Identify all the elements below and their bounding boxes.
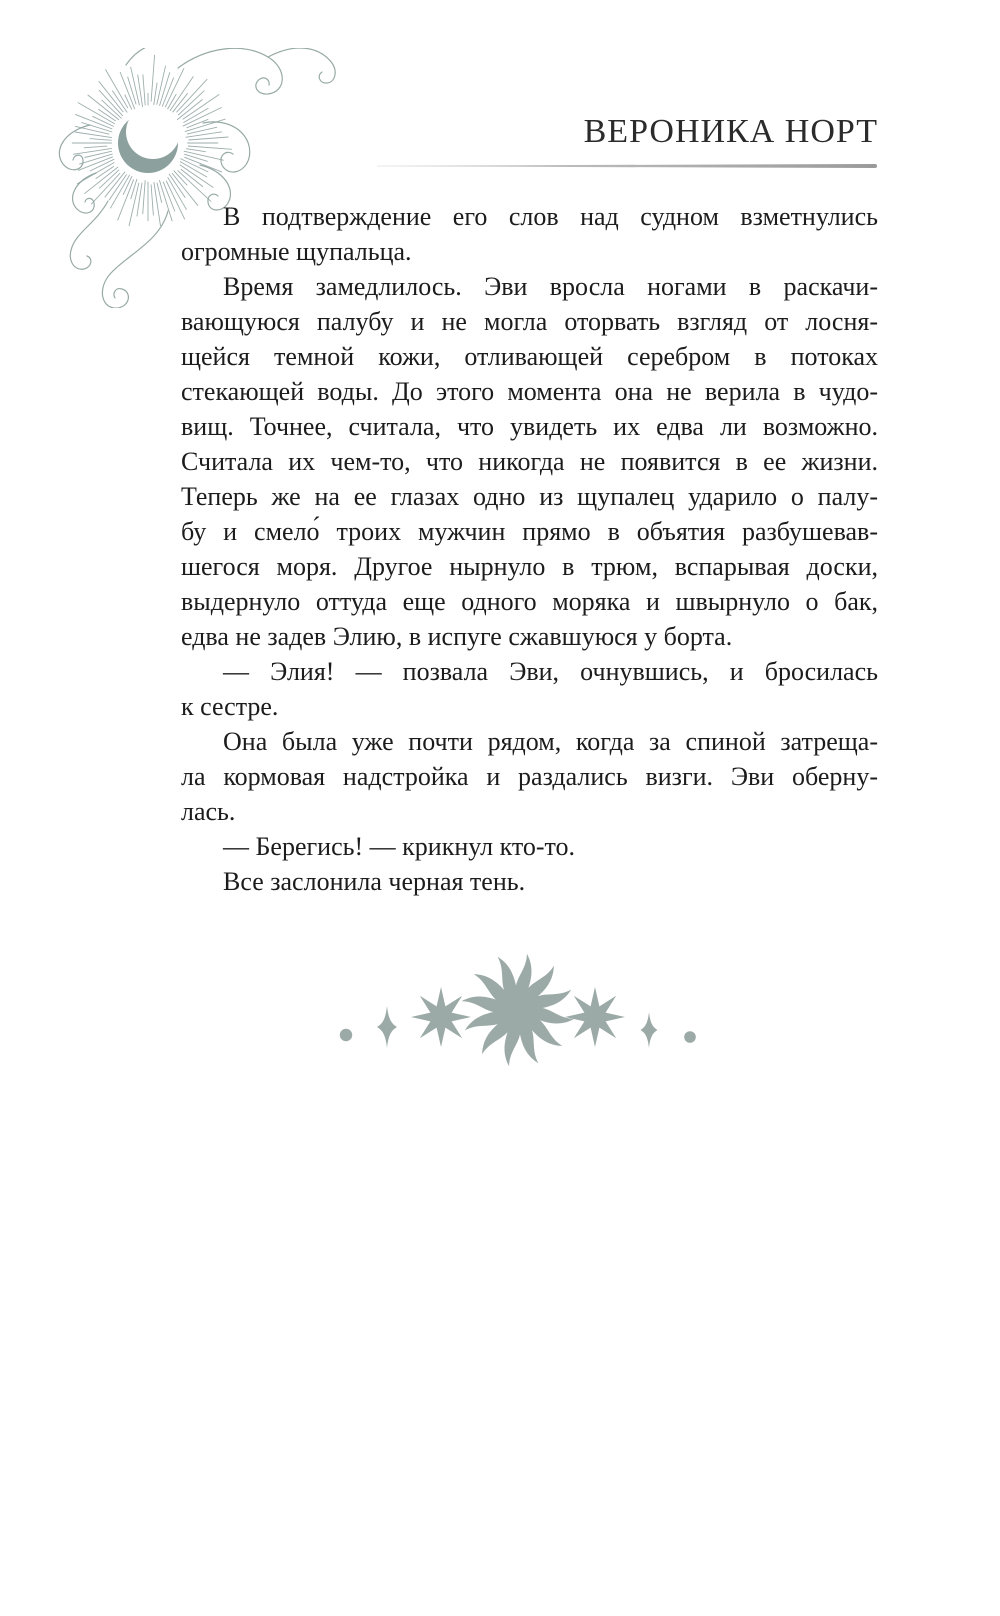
text-line: вищ. Точнее, считала, что увидеть их едва ли возможно. bbox=[181, 412, 878, 441]
author-name: ВЕРОНИКА НОРТ bbox=[583, 113, 878, 150]
text-line: — Элия! — позвала Эви, очнувшись, и бросилась bbox=[223, 657, 878, 686]
divider-sparkle-left bbox=[377, 1006, 397, 1048]
text-line: Время замедлилось. Эви вросла ногами в раскачи- bbox=[223, 272, 878, 301]
text-line: Все заслонила черная тень. bbox=[223, 867, 526, 896]
text-line: лась. bbox=[181, 797, 236, 826]
text-line: щейся темной кожи, отливающей серебром в потоках bbox=[181, 342, 878, 371]
text-line: — Берегись! — крикнул кто-то. bbox=[223, 832, 576, 861]
text-line: огромные щупальца. bbox=[181, 237, 412, 266]
text-line: Теперь же на ее глазах одно из щупалец ударило о палу- bbox=[181, 482, 878, 511]
text-line: В подтверждение его слов над судном взметнулись bbox=[223, 202, 878, 231]
text-line: стекающей воды. До этого момента она не верила в чудо- bbox=[181, 377, 878, 406]
body-text bbox=[181, 199, 878, 899]
divider-sparkle-right bbox=[640, 1012, 657, 1048]
text-line: едва не задев Элию, в испуге сжавшуюся у борта. bbox=[181, 622, 733, 651]
divider-dot-right bbox=[684, 1031, 696, 1043]
text-line: к сестре. bbox=[181, 692, 279, 721]
sun-stars-divider-icon bbox=[318, 946, 718, 1068]
header-rule bbox=[377, 164, 877, 168]
divider-star8-right bbox=[565, 987, 625, 1047]
text-line: Она была уже почти рядом, когда за спиной затреща- bbox=[223, 727, 878, 756]
divider-sun bbox=[461, 953, 575, 1067]
text-line: шегося моря. Другое нырнуло в трюм, вспарывая доски, bbox=[181, 552, 878, 581]
text-line: ла кормовая надстройка и раздались визги. Эви оберну- bbox=[181, 762, 878, 791]
text-line: Считала их чем-то, что никогда не появится в ее жизни. bbox=[181, 447, 878, 476]
divider-star8-left bbox=[411, 987, 471, 1047]
divider-dot-left bbox=[340, 1029, 352, 1041]
text-line: вающуюся палубу и не могла оторвать взгляд от лосня- bbox=[181, 307, 878, 336]
text-line: бу и смело́ троих мужчин прямо в объятия разбушевав- bbox=[181, 517, 878, 546]
text-line: выдернуло оттуда еще одного моряка и швырнуло о бак, bbox=[181, 587, 878, 616]
